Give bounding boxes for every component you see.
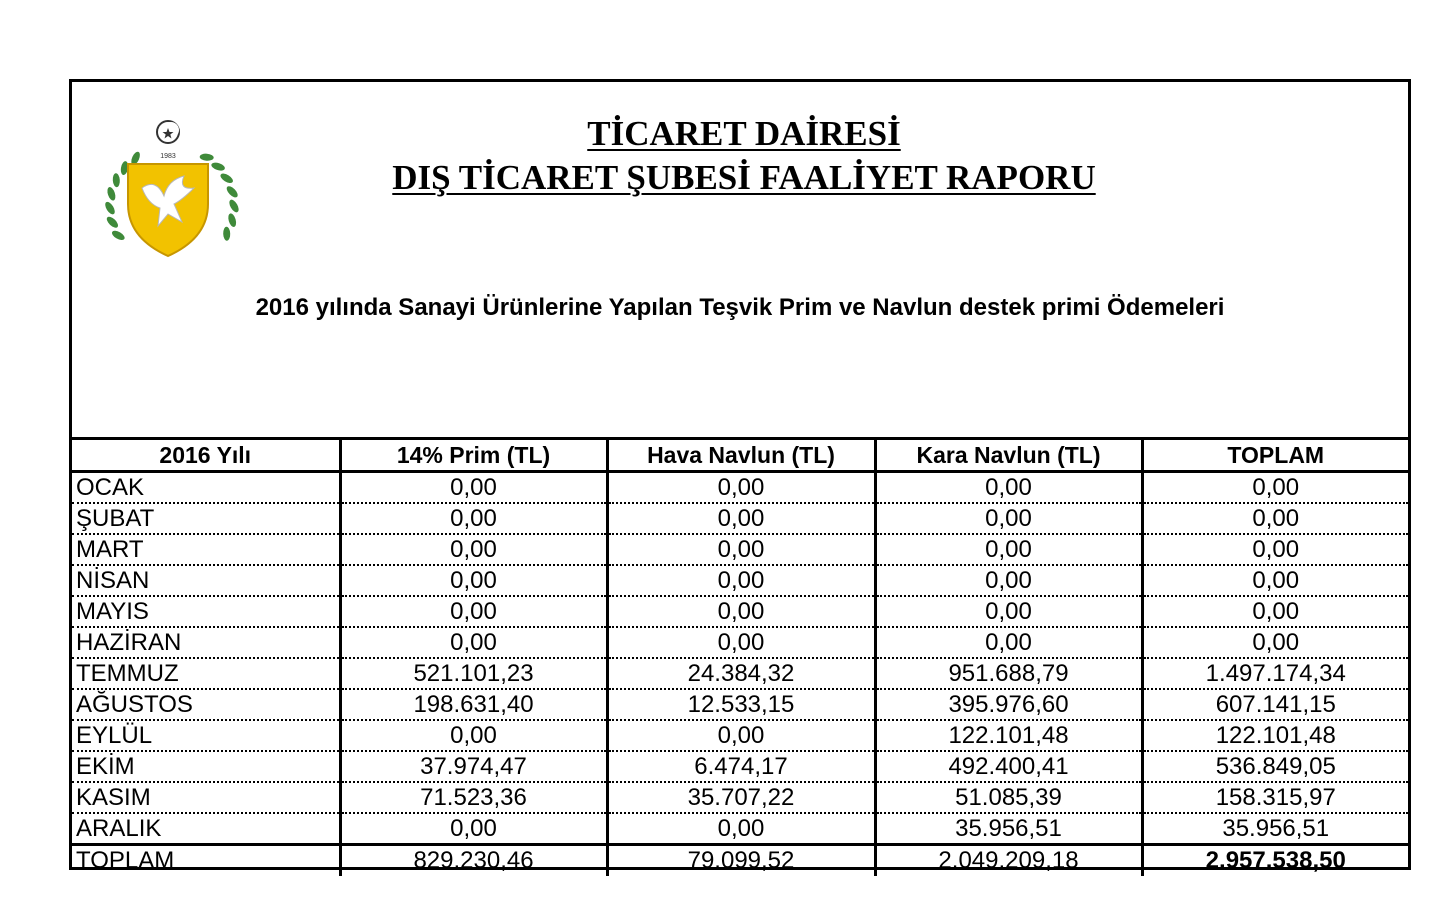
table-cell: 35.707,22 [607, 782, 875, 813]
table-header-row [72, 439, 1408, 472]
table-cell: 0,00 [875, 534, 1142, 565]
wreath-leaf [105, 215, 120, 230]
table-cell: 0,00 [340, 565, 607, 596]
month-cell: TEMMUZ [72, 658, 340, 689]
column-header: TOPLAM [1142, 439, 1408, 472]
table-row [72, 751, 1408, 782]
table-cell: 0,00 [340, 503, 607, 534]
month-cell: EKİM [72, 751, 340, 782]
wreath-leaf [227, 213, 238, 228]
table-row [72, 534, 1408, 565]
table-cell: 0,00 [607, 596, 875, 627]
month-cell: MART [72, 534, 340, 565]
table-cell: 35.956,51 [875, 813, 1142, 845]
table-cell: 0,00 [607, 720, 875, 751]
total-cell: 829.230,46 [340, 845, 607, 877]
grand-total-cell: 2.957.538,50 [1142, 845, 1408, 877]
table-cell: 12.533,15 [607, 689, 875, 720]
table-cell: 0,00 [875, 503, 1142, 534]
report-frame [69, 79, 1411, 874]
table-cell: 0,00 [875, 627, 1142, 658]
table-row [72, 472, 1408, 504]
table-cell: 492.400,41 [875, 751, 1142, 782]
column-header: 14% Prim (TL) [340, 439, 607, 472]
table-cell: 395.976,60 [875, 689, 1142, 720]
table-cell: 0,00 [340, 596, 607, 627]
table-cell: 122.101,48 [1142, 720, 1408, 751]
table-row [72, 689, 1408, 720]
column-header: Kara Navlun (TL) [875, 439, 1142, 472]
svg-text:1983: 1983 [160, 153, 176, 160]
table-cell: 0,00 [1142, 627, 1408, 658]
month-cell: OCAK [72, 472, 340, 504]
total-label: TOPLAM [72, 845, 340, 877]
table-cell: 607.141,15 [1142, 689, 1408, 720]
wreath-leaf [110, 229, 126, 242]
column-header: 2016 Yılı [72, 439, 340, 472]
payments-table [72, 437, 1408, 876]
table-cell: 0,00 [607, 813, 875, 845]
table-cell: 35.956,51 [1142, 813, 1408, 845]
total-cell: 2.049.209,18 [875, 845, 1142, 877]
table-cell: 6.474,17 [607, 751, 875, 782]
table-cell: 122.101,48 [875, 720, 1142, 751]
report-subtitle: 2016 yılında Sanayi Ürünlerine Yapılan Teşvik Prim ve Navlun destek primi Ödemeleri [255, 294, 1225, 321]
table-cell: 0,00 [340, 627, 607, 658]
table-row [72, 596, 1408, 627]
table-cell: 0,00 [1142, 472, 1408, 504]
month-cell: ARALIK [76, 814, 162, 842]
table-row [72, 720, 1408, 751]
table-cell: 198.631,40 [340, 689, 607, 720]
table-cell: 0,00 [607, 534, 875, 565]
wreath-leaf [227, 198, 240, 214]
wreath-leaf [103, 200, 116, 216]
title-line-2: DIŞ TİCARET ŞUBESİ FAALİYET RAPORU [392, 158, 1096, 197]
table-cell: 0,00 [607, 565, 875, 596]
month-cell: NİSAN [72, 565, 340, 596]
table-cell: 0,00 [340, 534, 607, 565]
table-cell: 1.497.174,34 [1142, 658, 1408, 689]
table-cell: 0,00 [1142, 503, 1408, 534]
report-title [72, 112, 1408, 200]
table-cell: 158.315,97 [1142, 782, 1408, 813]
total-cell: 79.099,52 [607, 845, 875, 877]
table-cell: 71.523,36 [340, 782, 607, 813]
table-cell: 0,00 [340, 813, 607, 845]
month-cell: HAZİRAN [72, 627, 340, 658]
month-cell: AĞUSTOS [72, 689, 340, 720]
table-row [72, 627, 1408, 658]
title-line-1: TİCARET DAİRESİ [587, 114, 901, 153]
table-row [72, 813, 1408, 845]
table-cell: 0,00 [1142, 565, 1408, 596]
table-cell: 0,00 [607, 503, 875, 534]
month-cell: MAYIS [72, 596, 340, 627]
table-cell: 0,00 [875, 565, 1142, 596]
table-cell: 951.688,79 [875, 658, 1142, 689]
table-cell: 0,00 [607, 472, 875, 504]
table-cell: 0,00 [875, 596, 1142, 627]
table-cell: 0,00 [607, 627, 875, 658]
table-cell: 0,00 [875, 472, 1142, 504]
table-row [72, 565, 1408, 596]
table-cell: 37.974,47 [340, 751, 607, 782]
table-row [72, 503, 1408, 534]
table-cell: 24.384,32 [607, 658, 875, 689]
table-cell: 0,00 [1142, 534, 1408, 565]
month-cell: EYLÜL [72, 720, 340, 751]
table-cell: 51.085,39 [875, 782, 1142, 813]
table-row [72, 782, 1408, 813]
table-cell: 0,00 [340, 720, 607, 751]
table-cell: 521.101,23 [340, 658, 607, 689]
month-cell: KASIM [72, 782, 340, 813]
wreath-leaf [223, 227, 230, 241]
table-row [72, 658, 1408, 689]
total-row [72, 845, 1408, 877]
table-cell: 536.849,05 [1142, 751, 1408, 782]
table-cell: 0,00 [340, 472, 607, 504]
table-cell: 0,00 [1142, 596, 1408, 627]
column-header: Hava Navlun (TL) [607, 439, 875, 472]
month-cell: ŞUBAT [72, 503, 340, 534]
